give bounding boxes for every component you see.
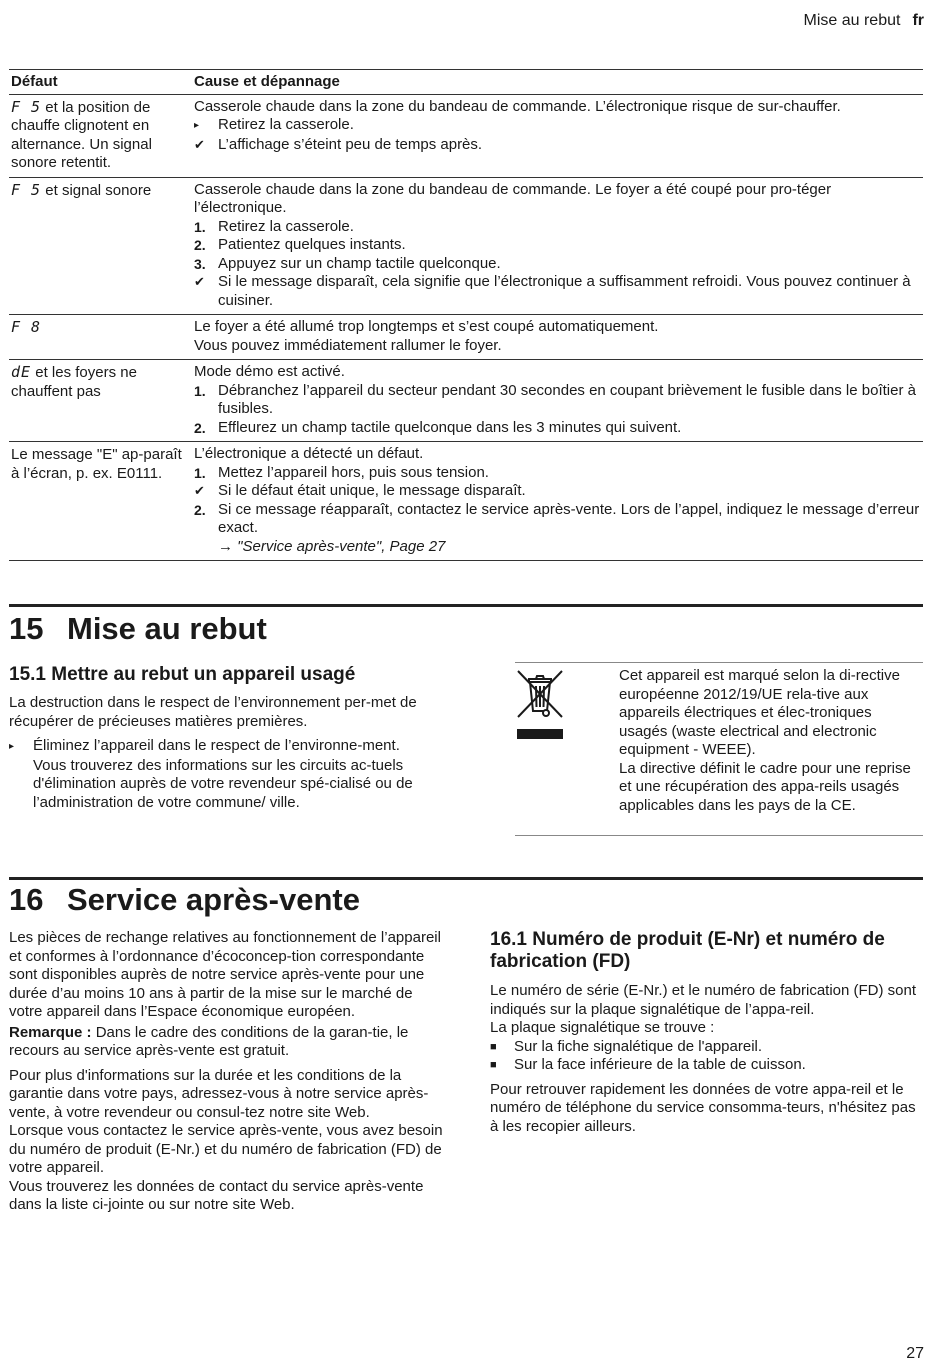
table-row [9,360,923,442]
list-item [9,737,444,757]
service-text-right [490,982,922,1136]
square-bullet-icon: ■ [490,1040,497,1053]
list-item [194,236,921,255]
paragraph: Lorsque vous contactez le service après-vente, vous avez besoin du numéro de produit (E-Nr.) et du numéro de fabrication (FD) de votre appareil. [9,1122,443,1176]
list-item [490,1056,922,1075]
fault-code: F 5 [11,180,42,199]
step-text: Appuyez sur un champ tactile quelconque. [218,254,501,272]
fault-code: dE [11,363,32,381]
table-row [9,442,923,561]
cause-cell [192,177,923,315]
step-text: Mettez l’appareil hors, puis sous tension. [218,463,489,481]
step-text: Effleurez un champ tactile quelconque dans les 3 minutes qui suivent. [218,418,682,436]
fault-cell [9,94,192,177]
step-number: 1. [194,464,206,481]
list-item [490,1038,922,1057]
page-number: 27 [906,1344,924,1362]
bullet-continuation: Vous trouverez des informations sur les circuits ac-tuels d'élimination auprès de votre revendeur spé-cialisé ou de l’administration de votre commune/ ville. [33,756,413,811]
step-text: Si le défaut était unique, le message disparaît. [218,482,526,499]
paragraph: Les pièces de rechange relatives au fonctionnement de l’appareil et conformes à l’ordonnance d’écoconcep-tion correspondante sont disponibles auprès de notre service après-vente pour une durée d’au moins 10 ans à partir de la mise sur le marché de votre appareil dans l’Espace économique européen. [9,929,441,1020]
fault-text: Le message "E" ap-paraît à l’écran, p. ex. E0111. [11,446,182,482]
fault-cell [9,442,192,561]
section-title-text: Service après-vente [67,882,360,917]
section-rule [9,604,923,607]
cause-cell [192,94,923,177]
list-item [194,382,921,419]
step-number: 1. [194,218,206,235]
paragraph: Pour retrouver rapidement les données de votre appa-reil et le numéro de téléphone du service consomma-teurs, n'hésitez pas à les recopier ailleurs. [490,1080,916,1135]
table-header-row [9,70,923,95]
list-item [194,464,921,483]
step-text: Patientez quelques instants. [218,236,406,253]
bullet-text: Sur la fiche signalétique de l'appareil. [514,1037,763,1055]
cause-text: Le foyer a été allumé trop longtemps et s’est coupé automatiquement. [194,318,659,335]
step-text: Si le message disparaît, cela signifie que l’électronique a suffisamment refroidi. Vous pouvez continuer à cuisiner. [218,273,911,309]
header-defaut: Défaut [9,70,192,95]
cause-text: Casserole chaude dans la zone du bandeau de commande. Le foyer a été coupé pour pro-téger l’électronique. [194,180,832,216]
section-title-text: Mise au rebut [67,611,267,646]
note-label: Remarque : [9,1023,92,1041]
disposal-text [9,694,444,812]
bullet-text: Éliminez l’appareil dans le respect de l’environne-ment. [33,737,400,754]
header-cause: Cause et dépannage [192,70,923,95]
paragraph: Cet appareil est marqué selon la di-rective européenne 2012/19/UE rela-tive aux appareils électriques et élec-troniques usagés (waste electrical and electronic equipment - WEEE). [619,667,900,758]
running-head-lang: fr [912,12,924,29]
crossed-bin-icon [515,667,565,741]
step-number: 2. [194,237,206,253]
paragraph: Pour plus d'informations sur la durée et les conditions de la garantie dans votre pays, adressez-vous à notre service après-vente, à votre revendeur ou consul-tez notre site Web. [9,1066,429,1121]
weee-box [515,662,923,836]
section-number: 15 [9,611,44,646]
bullet-text: Sur la face inférieure de la table de cuisson. [514,1056,806,1073]
running-head-section: Mise au rebut [803,12,901,29]
step-text: Si ce message réapparaît, contactez le service après-vente. Lors de l’appel, indiquez le message d’erreur exact. [218,500,920,536]
fault-text: et signal sonore [41,181,152,199]
paragraph: La plaque signalétique se trouve : [490,1019,715,1036]
fault-cell [9,315,192,360]
section-rule [9,877,923,880]
fault-code: F 5 [11,97,42,116]
step-number: 1. [194,382,206,399]
step-text: Retirez la casserole. [218,116,354,133]
list-item [194,501,921,538]
step-number: 3. [194,255,206,272]
cause-text-2: Vous pouvez immédiatement rallumer le foyer. [194,336,502,354]
list-item [194,419,921,438]
running-head [804,12,925,31]
step-marker: ▸ [194,120,200,131]
step-number: 2. [194,501,206,518]
fault-code: F 8 [11,318,42,336]
square-bullet-icon: ■ [490,1059,497,1071]
cause-cell [192,360,923,442]
cause-cell [192,315,923,360]
table-row [9,315,923,360]
subsection-16-1-title: 16.1 Numéro de produit (E-Nr) et numéro de fabrication (FD) [490,929,885,972]
check-icon: ✔ [194,483,205,498]
cross-reference-link[interactable]: → "Service après-vente", Page 27 [218,537,446,555]
fault-text: et les foyers ne chauffent pas [11,364,137,400]
cause-text: L’électronique a détecté un défaut. [194,445,424,462]
paragraph: La directive définit le cadre pour une reprise et une récupération des appa-reils usagés applicables dans les pays de la CE. [619,759,911,814]
fault-cell [9,177,192,315]
list-item [194,273,921,310]
list-item [194,116,921,136]
step-number: 2. [194,419,206,436]
list-item [194,255,921,274]
weee-text [619,667,919,815]
triangle-bullet-icon: ▸ [9,741,15,752]
note-text: Dans le cadre des conditions de la garan-tie, le recours au service après-vente est gratuit. [9,1023,409,1059]
paragraph: Vous trouverez les données de contact du service après-vente dans la liste ci-jointe ou sur notre site Web. [9,1177,424,1213]
check-icon: ✔ [194,136,205,152]
paragraph: Le numéro de série (E-Nr.) et le numéro de fabrication (FD) sont indiqués sur la plaque signalétique de l’appa-reil. [490,982,917,1018]
note [9,1024,444,1061]
step-text: Débranchez l’appareil du secteur pendant 30 secondes en coupant brièvement le fusible dans le boîtier à fusibles. [218,381,916,417]
cause-text: Casserole chaude dans la zone du bandeau de commande. L’électronique risque de sur-chauffer. [194,97,841,115]
subsection-15-1-title: 15.1 Mettre au rebut un appareil usagé [9,664,356,685]
step-text: L’affichage s’éteint peu de temps après. [218,135,483,153]
section-16-title [9,882,360,918]
paragraph: La destruction dans le respect de l’environnement per-met de récupérer de précieuses matières premières. [9,694,417,730]
fault-text: et la position de chauffe clignotent en alternance. Un signal sonore retentit. [11,98,152,171]
table-row [9,177,923,315]
table-row [9,94,923,177]
step-text: Retirez la casserole. [218,217,354,235]
list-item [194,136,921,155]
section-15-title [9,611,267,647]
cause-cell [192,442,923,561]
fault-table [9,69,923,561]
section-number: 16 [9,882,44,917]
cause-text: Mode démo est activé. [194,363,345,380]
fault-cell [9,360,192,442]
service-text-left [9,929,444,1215]
check-icon: ✔ [194,274,205,289]
list-item [194,218,921,237]
list-item [194,482,921,501]
